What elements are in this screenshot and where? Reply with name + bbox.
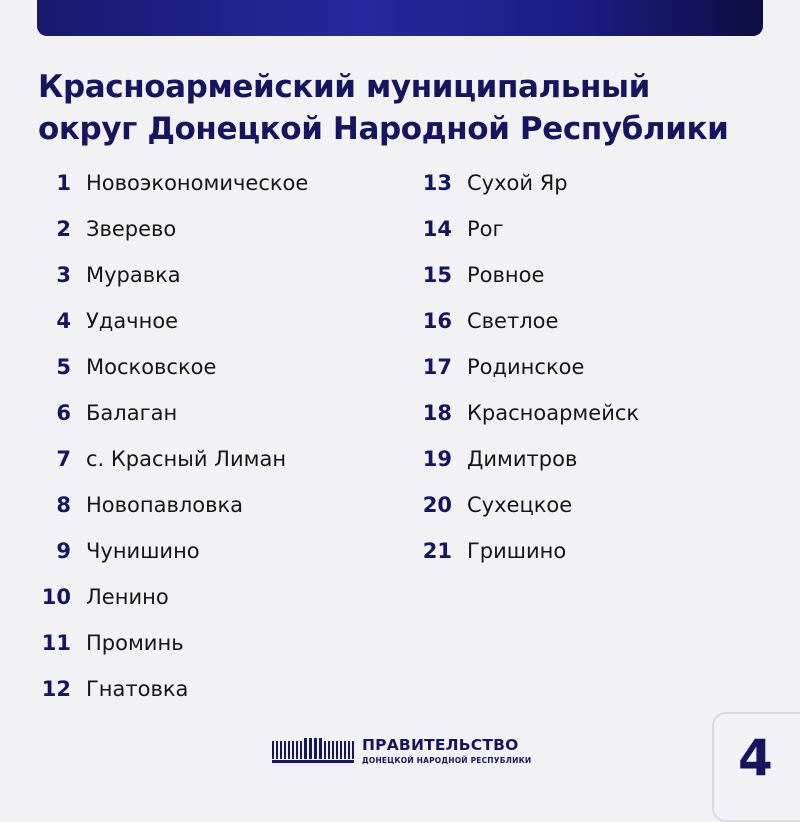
list-item	[418, 160, 778, 206]
item-number: 12	[41, 677, 71, 701]
item-number: 1	[56, 171, 71, 195]
list-item	[38, 160, 398, 206]
list-item	[38, 206, 398, 252]
logo-main-text: ПРАВИТЕЛЬСТВО	[362, 736, 519, 754]
item-name: Родинское	[467, 355, 585, 379]
list-item	[38, 528, 398, 574]
item-number: 14	[422, 217, 452, 241]
logo-sub-text: ДОНЕЦКОЙ НАРОДНОЙ РЕСПУБЛИКИ	[362, 755, 532, 765]
list-item	[418, 344, 778, 390]
item-name: Ровное	[467, 263, 545, 287]
item-number: 6	[56, 401, 71, 425]
title-line-1: Красноармейский муниципальный	[38, 69, 650, 105]
list-item	[38, 574, 398, 620]
item-number: 16	[422, 309, 452, 333]
item-name: Зверево	[86, 217, 177, 241]
item-name: Светлое	[467, 309, 559, 333]
list-item	[38, 344, 398, 390]
item-number: 5	[56, 355, 71, 379]
list-item	[38, 252, 398, 298]
item-name: Удачное	[86, 309, 179, 333]
item-name: с. Красный Лиман	[86, 447, 287, 471]
item-name: Сухой Яр	[467, 171, 568, 195]
item-number: 15	[422, 263, 452, 287]
title-line-2: округ Донецкой Народной Республики	[38, 111, 729, 147]
item-number: 10	[41, 585, 71, 609]
item-number: 9	[56, 539, 71, 563]
list-item	[418, 252, 778, 298]
list-item	[38, 666, 398, 712]
item-number: 18	[422, 401, 452, 425]
item-name: Муравка	[86, 263, 181, 287]
item-number: 17	[422, 355, 452, 379]
item-number: 8	[56, 493, 71, 517]
item-name: Рог	[467, 217, 504, 241]
item-name: Красноармейск	[467, 401, 640, 425]
item-number: 4	[56, 309, 71, 333]
list-item	[418, 390, 778, 436]
item-name: Димитров	[467, 447, 578, 471]
item-number: 3	[56, 263, 71, 287]
logo-text	[362, 738, 531, 764]
item-number: 21	[422, 539, 452, 563]
item-number: 19	[422, 447, 452, 471]
item-name: Новопавловка	[86, 493, 244, 517]
list-item	[38, 390, 398, 436]
top-banner	[37, 0, 763, 36]
item-name: Сухецкое	[467, 493, 573, 517]
item-number: 20	[422, 493, 452, 517]
list-item	[418, 436, 778, 482]
item-name: Гнатовка	[86, 677, 189, 701]
item-number: 2	[56, 217, 71, 241]
item-name: Чунишино	[86, 539, 200, 563]
page-title	[38, 66, 778, 150]
government-building-icon	[272, 738, 354, 764]
list-item	[38, 482, 398, 528]
item-name: Проминь	[86, 631, 184, 655]
item-name: Московское	[86, 355, 217, 379]
list-item	[418, 206, 778, 252]
item-name: Балаган	[86, 401, 178, 425]
list-item	[418, 298, 778, 344]
list-left-column	[38, 160, 398, 712]
item-name: Ленино	[86, 585, 169, 609]
list-item	[38, 620, 398, 666]
government-logo	[272, 738, 531, 764]
item-name: Гришино	[467, 539, 567, 563]
list-right-column	[418, 160, 778, 574]
list-item	[38, 436, 398, 482]
item-name: Новоэкономическое	[86, 171, 309, 195]
page-number: 4	[738, 729, 773, 787]
list-item	[38, 298, 398, 344]
list-item	[418, 482, 778, 528]
item-number: 13	[422, 171, 452, 195]
item-number: 11	[41, 631, 71, 655]
item-number: 7	[56, 447, 71, 471]
list-item	[418, 528, 778, 574]
